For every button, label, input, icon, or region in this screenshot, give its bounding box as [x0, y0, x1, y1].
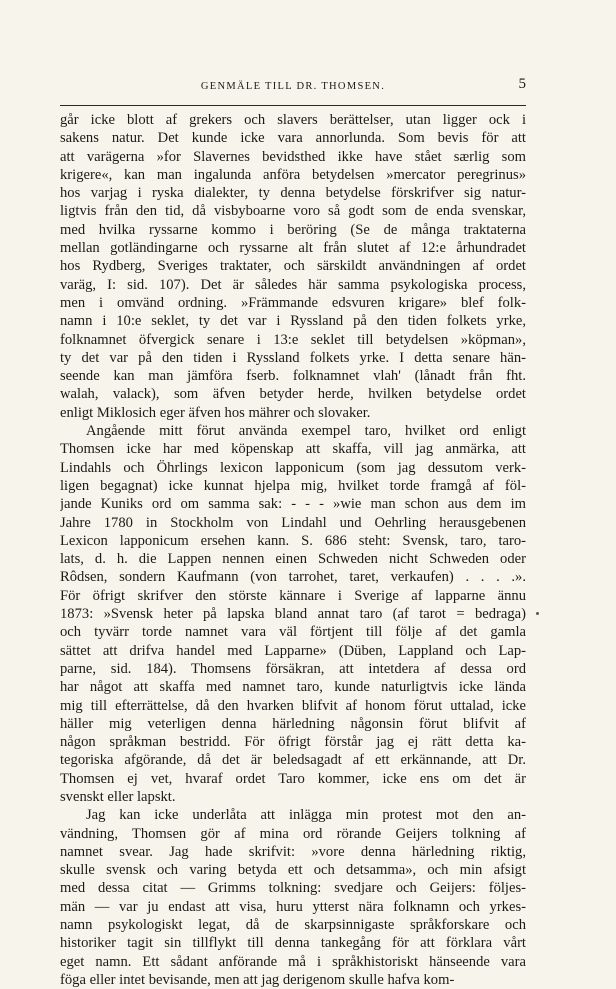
text-line: hos Rydberg, Sveriges traktater, och särskildt användningen af ordet	[60, 258, 526, 275]
text-line: hos varjag i ryska dialekter, ty denna betydelse förskrifver sig natur-	[60, 185, 526, 202]
text-line: enligt Miklosich eger äfven hos mährer och slovaker.	[60, 404, 371, 421]
text-line: Lexicon lapponicum ersehen kann. S. 686 steht: Svensk, taro, taro-	[60, 532, 526, 549]
running-head	[60, 78, 526, 98]
body-text	[60, 111, 526, 989]
text-line: 1873: »Svensk heter på lapska bland annat taro (af tarot = bedraga)	[60, 606, 526, 623]
text-line: sakens natur. Det kunde icke vara annorlunda. Som bevis för att	[60, 130, 526, 147]
text-line: häller mig veterligen denna härledning någonsin förut blifvit af	[60, 715, 526, 732]
text-line: ty det var på den tiden i Ryssland folkets yrke. I detta senare hän-	[60, 349, 526, 366]
text-line: mig till efterrättelse, då den hvarken blifvit af honom förut uttalad, icke	[60, 697, 526, 714]
text-line: ligen begagnat) icke kunnat hjelpa mig, hvilket torde framgå af föl-	[60, 477, 526, 494]
text-line: men i omvänd ordning. »Främmande edsvuren krigare» blef folk-	[60, 294, 526, 311]
text-line: folknamnet öfvergick senare i 13:e seklet till betydelsen »köpman»,	[60, 331, 526, 348]
text-line: Lindahls och Öhrlings lexicon lapponicum (som jag dessutom verk-	[60, 459, 526, 476]
text-line: med hvilka ryssarne kommo i beröring (Se de många traktaterna	[60, 221, 526, 238]
text-line: skulle svensk och varing betyda ett och detsamma», och min afsigt	[60, 862, 526, 879]
text-line: vändning, Thomsen gör af mina ord rörande Geijers tolkning af	[60, 825, 526, 842]
text-line: jande Kuniks ord om samma sak: - - - »wie man schon aus dem im	[60, 496, 526, 513]
text-line: Rôdsen, sondern Kaufmann (von tarrohet, taret, verkaufen) . . . .».	[60, 569, 526, 586]
text-line: seende kan man jämföra fserb. folknamnet vlah' (lånadt från fht.	[60, 368, 526, 385]
text-line: Jag kan icke underlåta att inlägga min protest mot den an-	[86, 807, 526, 824]
text-line: parne, sid. 184). Thomsens försäkran, att intetdera af dessa ord	[60, 660, 526, 677]
text-line: ligtvis från den tid, då visbyboarne voro så godt som de enda svenskar,	[60, 203, 526, 220]
text-line: svenskt eller lapskt.	[60, 788, 176, 805]
scan-speck	[536, 612, 539, 615]
text-line: Thomsen ej vet, hvaraf ordet Taro kommer, icke ens om det är	[60, 770, 526, 787]
text-line: namn i 10:e seklet, ty det var i Ryssland på den tiden folkets yrke,	[60, 313, 526, 330]
text-line: Thomsen icke har med köpenskap att skaffa, vill jag anmärka, att	[60, 441, 526, 458]
text-line: sättet att drifva handel med Lapparne» (Düben, Lappland och Lap-	[60, 642, 526, 659]
text-line: För öfrigt skrifver den störste kännare i Sverige af lapparne ännu	[60, 587, 526, 604]
text-line: och tyvärr torde namnet vara väl förtjent till följe af det gamla	[60, 624, 526, 641]
text-line: har något att skaffa med namnet taro, kunde naturligtvis icke lända	[60, 679, 526, 696]
text-line: namnet svear. Jag hade skrifvit: »vore denna härledning riktig,	[60, 843, 526, 860]
text-line: mellan gotländingarne och ryssarne alt från slutet af 12:e århundradet	[60, 240, 526, 257]
text-line: varäg, I: sid. 107). Det är således här samma psykologiska process,	[60, 276, 526, 293]
text-line: historiker tagit sin tillflykt till denna tankegång för att förklara vårt	[60, 935, 526, 952]
text-line: att varägerna »for Slavernes bevidsthed ikke have stået særlig som	[60, 148, 526, 165]
text-line: walah, valack), som äfven betyder herde, hvilken betydelse ordet	[60, 386, 526, 403]
text-line: namn psykologiskt legat, då de skarpsinnigaste språkforskare och	[60, 917, 526, 934]
text-line: går icke blott af grekers och slavers berättelser, utan ligger ock i	[60, 112, 526, 128]
running-title: GENMÄLE TILL DR. THOMSEN.	[200, 81, 386, 92]
text-line: män — var ju endast att visa, huru ytterst nära folknamn och yrkes-	[60, 898, 526, 915]
page-number: 5	[518, 76, 526, 92]
text-line: eget namn. Ett sådant anförande må i språkhistoriskt hänseende vara	[60, 953, 526, 970]
text-line: med dessa citat — Grimms tolkning: svedjare och Geijers: följes-	[60, 880, 526, 897]
text-line: lats, d. h. die Lappen nennen einen Schweden nicht Schweden oder	[60, 551, 526, 568]
text-line: föga eller intet bevisande, men att jag derigenom skulle hafva kom-	[60, 971, 455, 988]
text-line: Jahre 1780 in Stockholm von Lindahl und Oehrling herausgebenen	[60, 514, 526, 531]
text-line: tegoriska afgörande, då det är beledsagadt af ett erkännande, att Dr.	[60, 752, 526, 769]
header-rule	[60, 105, 526, 106]
text-line: någon språkman bestridd. För öfrigt förstår jag ej rätt detta ka-	[60, 734, 526, 751]
text-line: Angående mitt förut använda exempel taro, hvilket ord enligt	[86, 423, 526, 440]
text-line: krigere«, kan man ingalunda anföra betydelsen »mercator peregrinus»	[60, 166, 526, 183]
